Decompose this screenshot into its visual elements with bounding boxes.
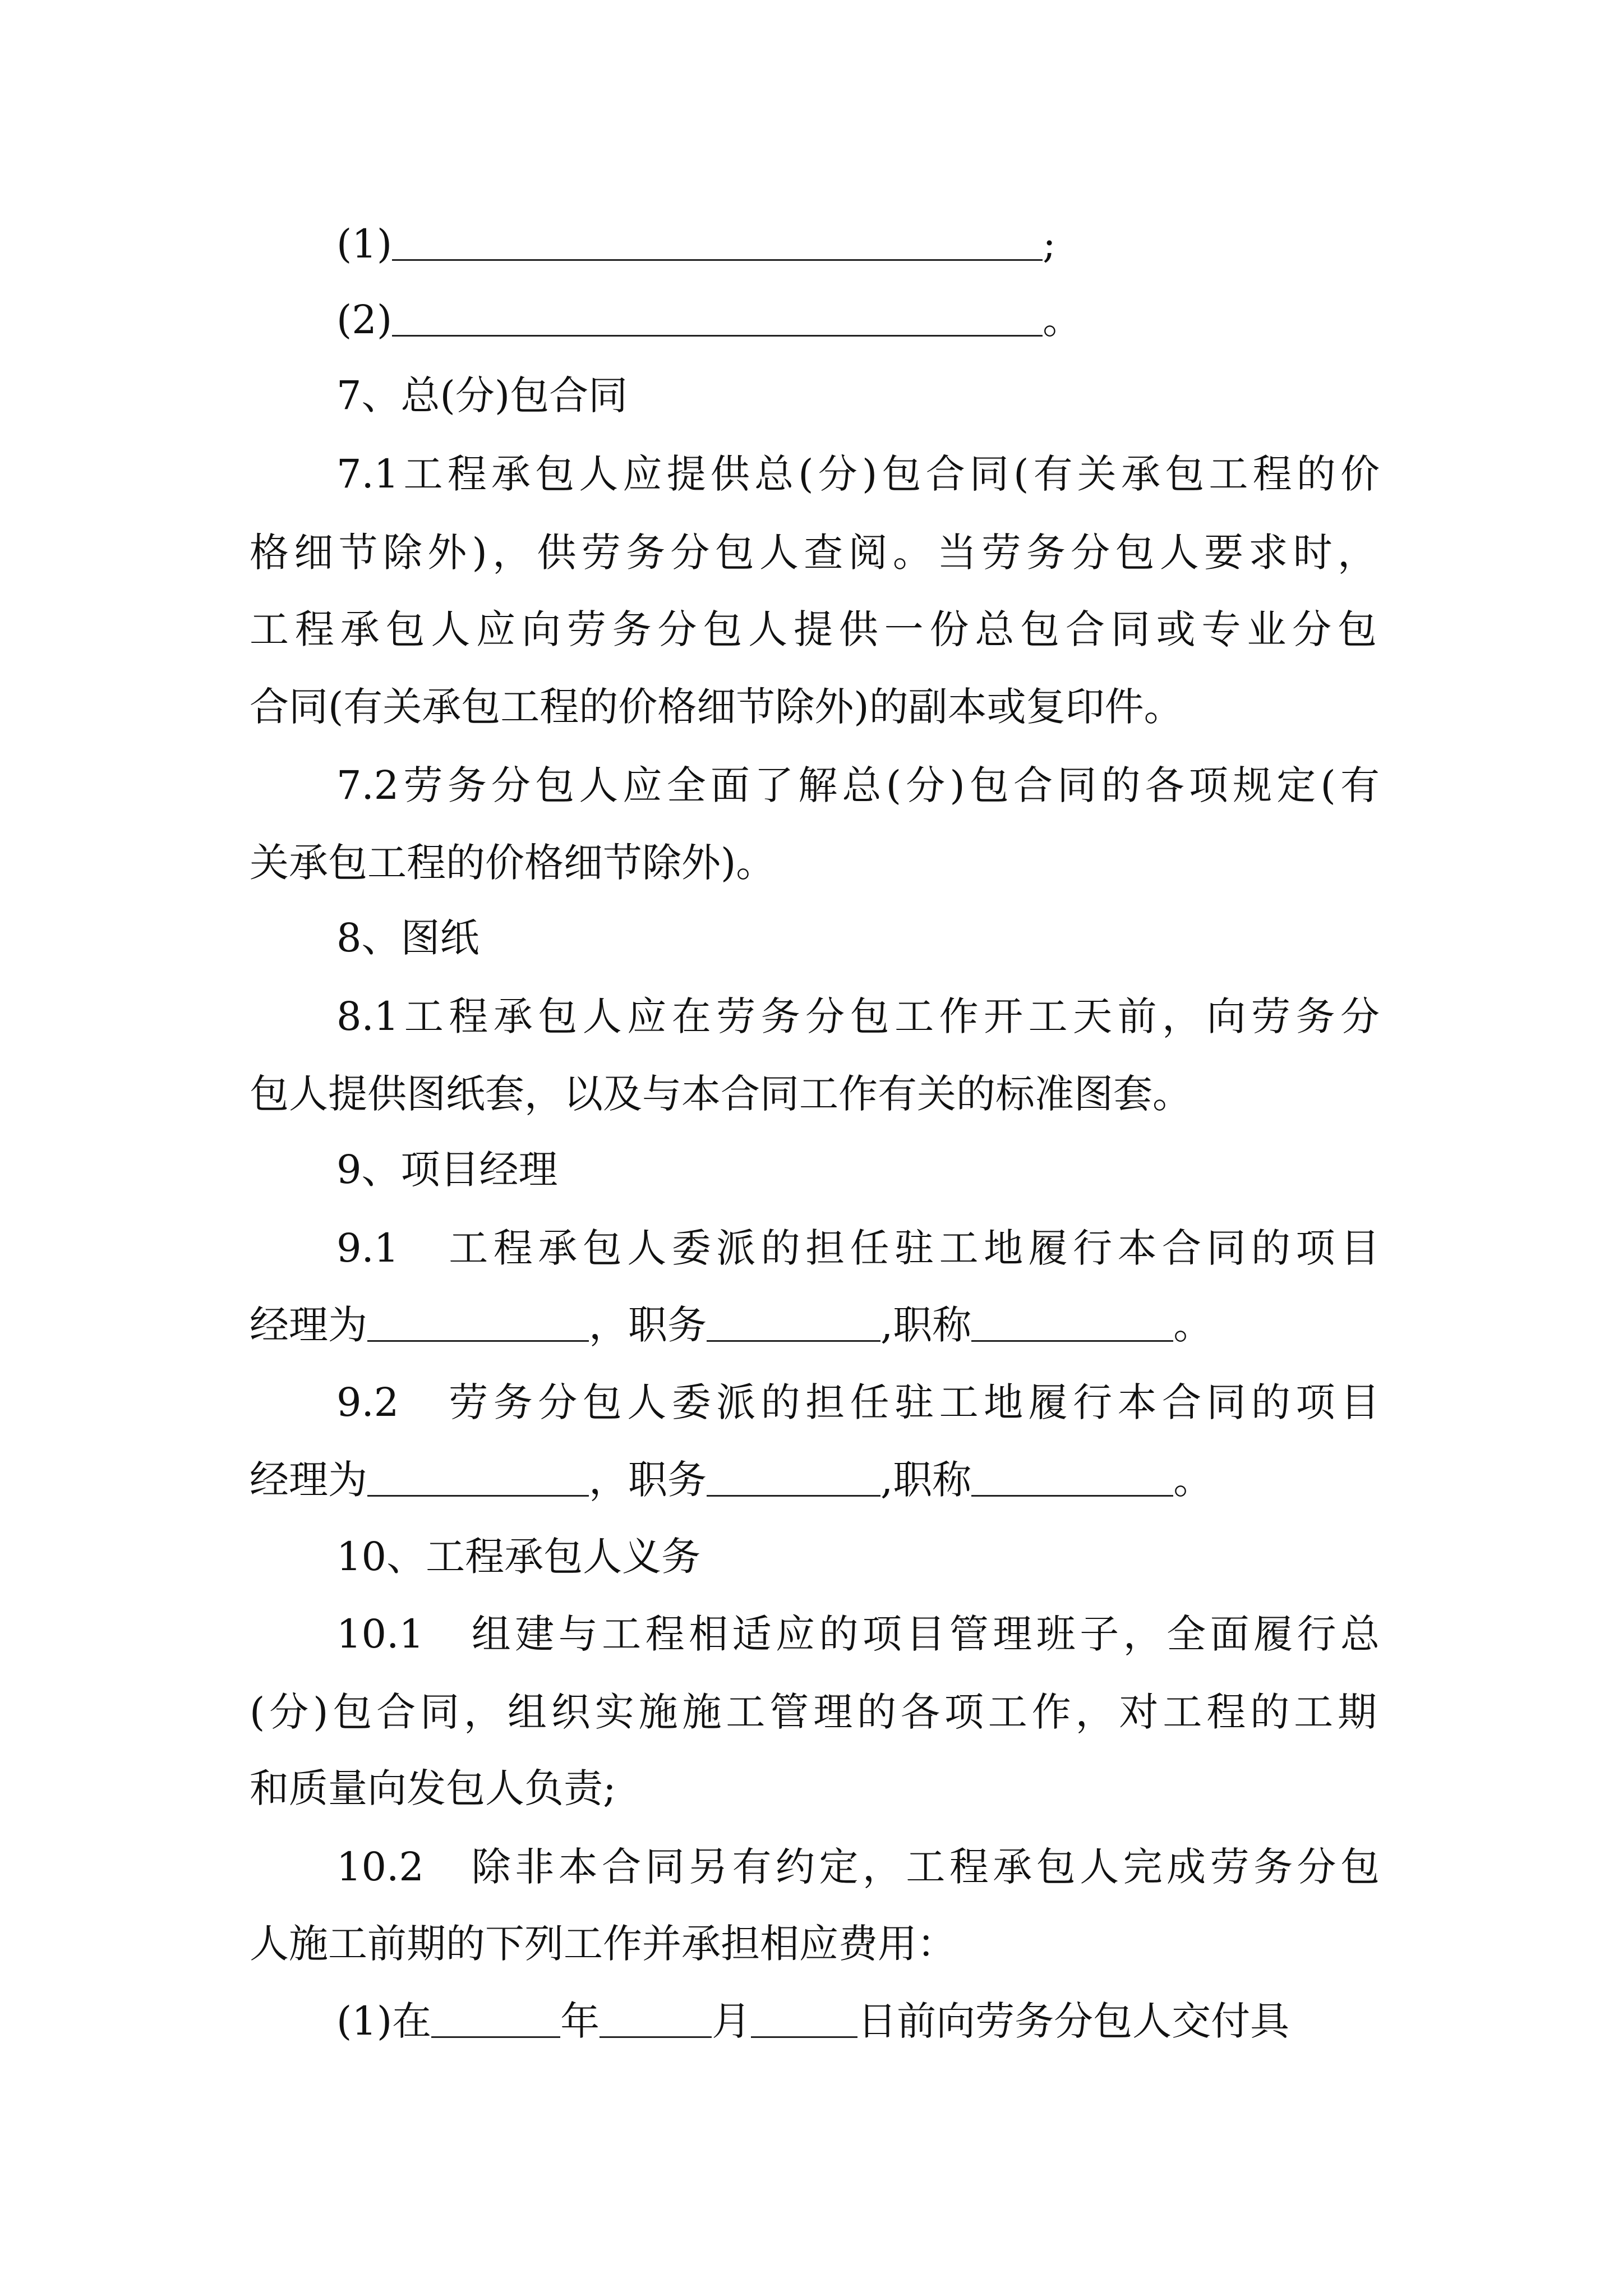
manager-position-blank[interactable] bbox=[707, 1305, 880, 1342]
paragraph-7-1-line-3: 工程承包人应向劳务分包人提供一份总包合同或专业分包 bbox=[250, 606, 1377, 652]
paragraph-10-1-line-1: 10.1 组建与工程相适应的项目管理班子，全面履行总 bbox=[336, 1611, 1380, 1657]
item-2-label: (2) bbox=[336, 297, 393, 343]
manager-label: 经理为 bbox=[250, 1457, 367, 1503]
section-7-heading: 7、总(分)包合同 bbox=[336, 372, 628, 418]
manager-position-blank[interactable] bbox=[707, 1460, 880, 1497]
paragraph-9-1-line-2 bbox=[250, 1291, 1377, 1359]
title-label: ,职称 bbox=[880, 1457, 972, 1503]
year-blank[interactable] bbox=[431, 2001, 560, 2038]
section-8-heading: 8、图纸 bbox=[336, 915, 479, 961]
paragraph-8-1-line-1: 8.1工程承包人应在劳务分包工作开工天前，向劳务分 bbox=[336, 993, 1380, 1039]
paragraph-10-2-item-1 bbox=[336, 1987, 1380, 2055]
manager-name-blank[interactable] bbox=[367, 1460, 589, 1497]
section-9-heading: 9、项目经理 bbox=[336, 1147, 558, 1193]
item-2-line bbox=[336, 286, 1380, 353]
section-10-heading: 10、工程承包人义务 bbox=[336, 1534, 701, 1580]
paragraph-10-2-line-1: 10.2 除非本合同另有约定，工程承包人完成劳务分包 bbox=[336, 1844, 1380, 1890]
paragraph-7-1-line-1: 7.1工程承包人应提供总(分)包合同(有关承包工程的价 bbox=[336, 451, 1380, 497]
day-label-and-text: 日前向劳务分包人交付具 bbox=[857, 1998, 1290, 2044]
paragraph-9-2-line-1: 9.2 劳务分包人委派的担任驻工地履行本合同的项目 bbox=[336, 1379, 1380, 1425]
paragraph-9-1-line-1: 9.1 工程承包人委派的担任驻工地履行本合同的项目 bbox=[336, 1225, 1380, 1271]
paragraph-8-1-line-2: 包人提供图纸套，以及与本合同工作有关的标准图套。 bbox=[250, 1071, 1192, 1117]
year-label: 年 bbox=[560, 1998, 600, 2044]
month-label: 月 bbox=[712, 1998, 751, 2044]
item-2-period: 。 bbox=[1043, 297, 1082, 343]
line-end-period: 。 bbox=[1173, 1302, 1213, 1348]
item-1-semicolon: ; bbox=[1043, 221, 1056, 267]
paragraph-10-2-line-2: 人施工前期的下列工作并承担相应费用： bbox=[250, 1921, 956, 1967]
manager-title-blank[interactable] bbox=[971, 1305, 1173, 1342]
paragraph-7-2-line-1: 7.2劳务分包人应全面了解总(分)包合同的各项规定(有 bbox=[336, 762, 1380, 808]
item-1-line bbox=[336, 210, 1380, 278]
item-1-label: (1) bbox=[336, 221, 393, 267]
month-blank[interactable] bbox=[600, 2001, 712, 2038]
item-1-blank[interactable] bbox=[392, 224, 1043, 261]
paragraph-10-1-line-3: 和质量向发包人负责; bbox=[250, 1765, 616, 1811]
manager-name-blank[interactable] bbox=[367, 1305, 589, 1342]
manager-title-blank[interactable] bbox=[971, 1460, 1173, 1497]
manager-label: 经理为 bbox=[250, 1302, 367, 1348]
paragraph-9-2-line-2 bbox=[250, 1446, 1377, 1513]
paragraph-7-1-line-4: 合同(有关承包工程的价格细节除外)的副本或复印件。 bbox=[250, 684, 1183, 730]
position-label: ，职务 bbox=[589, 1302, 707, 1348]
line-end-period: 。 bbox=[1173, 1457, 1213, 1503]
item-1-prefix: (1)在 bbox=[336, 1998, 432, 2044]
paragraph-10-1-line-2: (分)包合同，组织实施施工管理的各项工作，对工程的工期 bbox=[250, 1689, 1377, 1735]
paragraph-7-2-line-2: 关承包工程的价格细节除外)。 bbox=[250, 840, 776, 886]
day-blank[interactable] bbox=[751, 2001, 857, 2038]
paragraph-7-1-line-2: 格细节除外)，供劳务分包人查阅。当劳务分包人要求时， bbox=[250, 530, 1377, 576]
position-label: ，职务 bbox=[589, 1457, 707, 1503]
item-2-blank[interactable] bbox=[392, 300, 1043, 337]
title-label: ,职称 bbox=[880, 1302, 972, 1348]
